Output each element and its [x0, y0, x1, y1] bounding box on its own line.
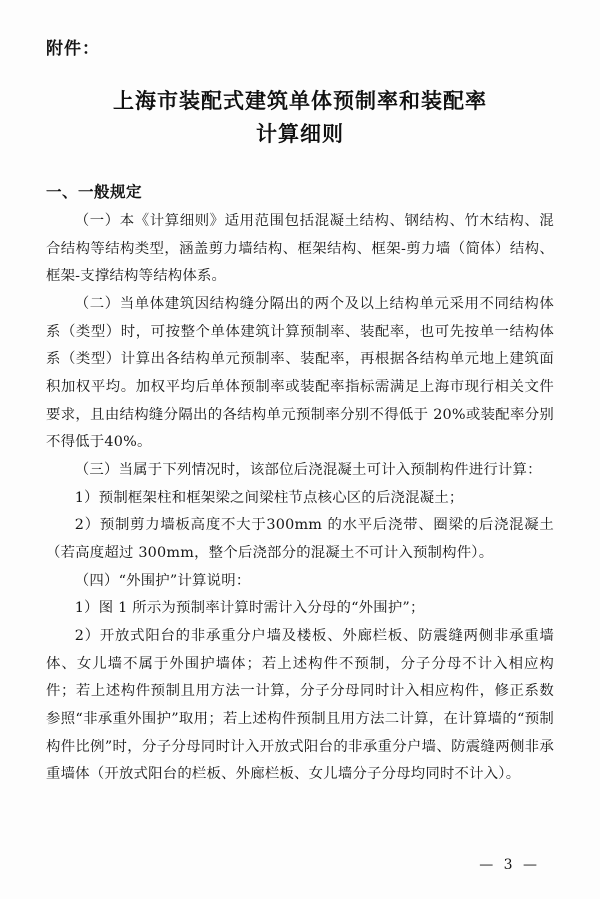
paragraph-item-4: （四）“外围护”计算说明：	[74, 572, 251, 589]
page-title-line-1: 上海市装配式建筑单体预制率和装配率	[113, 88, 487, 113]
paragraph-item-4-sub-2: 2）开放式阳台的非承重分户墙及楼板、外廊栏板、防震缝两侧非承重墙体、女儿墙不属于外围护墙体；若上述构件不预制，分子分母不计入相应构件；若上述构件预制且用方法一计算，分子分母同时计入相应构件，修正系数参照“非承重外围护”取用；若上述构件预制且用方法二计算，在计算墙的“预制构件比例”时，分子分母同时计入开放式阳台的非承重分户墙、防震缝两侧非承重墙体（开放式阳台的栏板、外廊栏板、女儿墙分子分母均同时不计入）。	[46, 627, 554, 783]
paragraph-item-1: （一）本《计算细则》适用范围包括混凝土结构、钢结构、竹木结构、混合结构等结构类型，涵盖剪力墙结构、框架结构、框架-剪力墙（简体）结构、框架-支撑结构等结构体系。	[46, 213, 554, 285]
paragraph-item-3: （三）当属于下列情况时，该部位后浇混凝土可计入预制构件进行计算：	[74, 462, 542, 478]
section-heading-general-rules: 一、一般规定	[46, 182, 143, 202]
paragraph-item-4-sub-1: 1）图 1 所示为预制率计算时需计入分母的“外围护”；	[74, 600, 425, 617]
page-footer	[0, 857, 600, 873]
page-title-line-2: 计算细则	[256, 120, 344, 146]
paragraph-item-2: （二）当单体建筑因结构缝分隔出的两个及以上结构单元采用不同结构体系（类型）时，可按整个单体建筑计算预制率、装配率，也可先按单一结构体系（类型）计算出各结构单元预制率、装配率，再根据各结构单元地上建筑面积加权平均。加权平均后单体预制率或装配率指标需满足上海市现行相关文件要求，且由结构缝分隔出的各结构单元预制率分别不得低于 20%或装配率分别不得低于40%。	[46, 296, 554, 451]
page-title	[46, 85, 554, 150]
attachment-label: 附件：	[46, 39, 100, 59]
page-number: — 3 —	[479, 857, 540, 873]
paragraph-item-3-sub-1: 1）预制框架柱和框架梁之间梁柱节点核心区的后浇混凝土；	[74, 489, 464, 506]
paragraph-item-3-sub-2: 2）预制剪力墙板高度不大于300mm 的水平后浇带、圈梁的后浇混凝土（若高度超过 300mm，整个后浇部分的混凝土不可计入预制构件）。	[46, 517, 554, 561]
